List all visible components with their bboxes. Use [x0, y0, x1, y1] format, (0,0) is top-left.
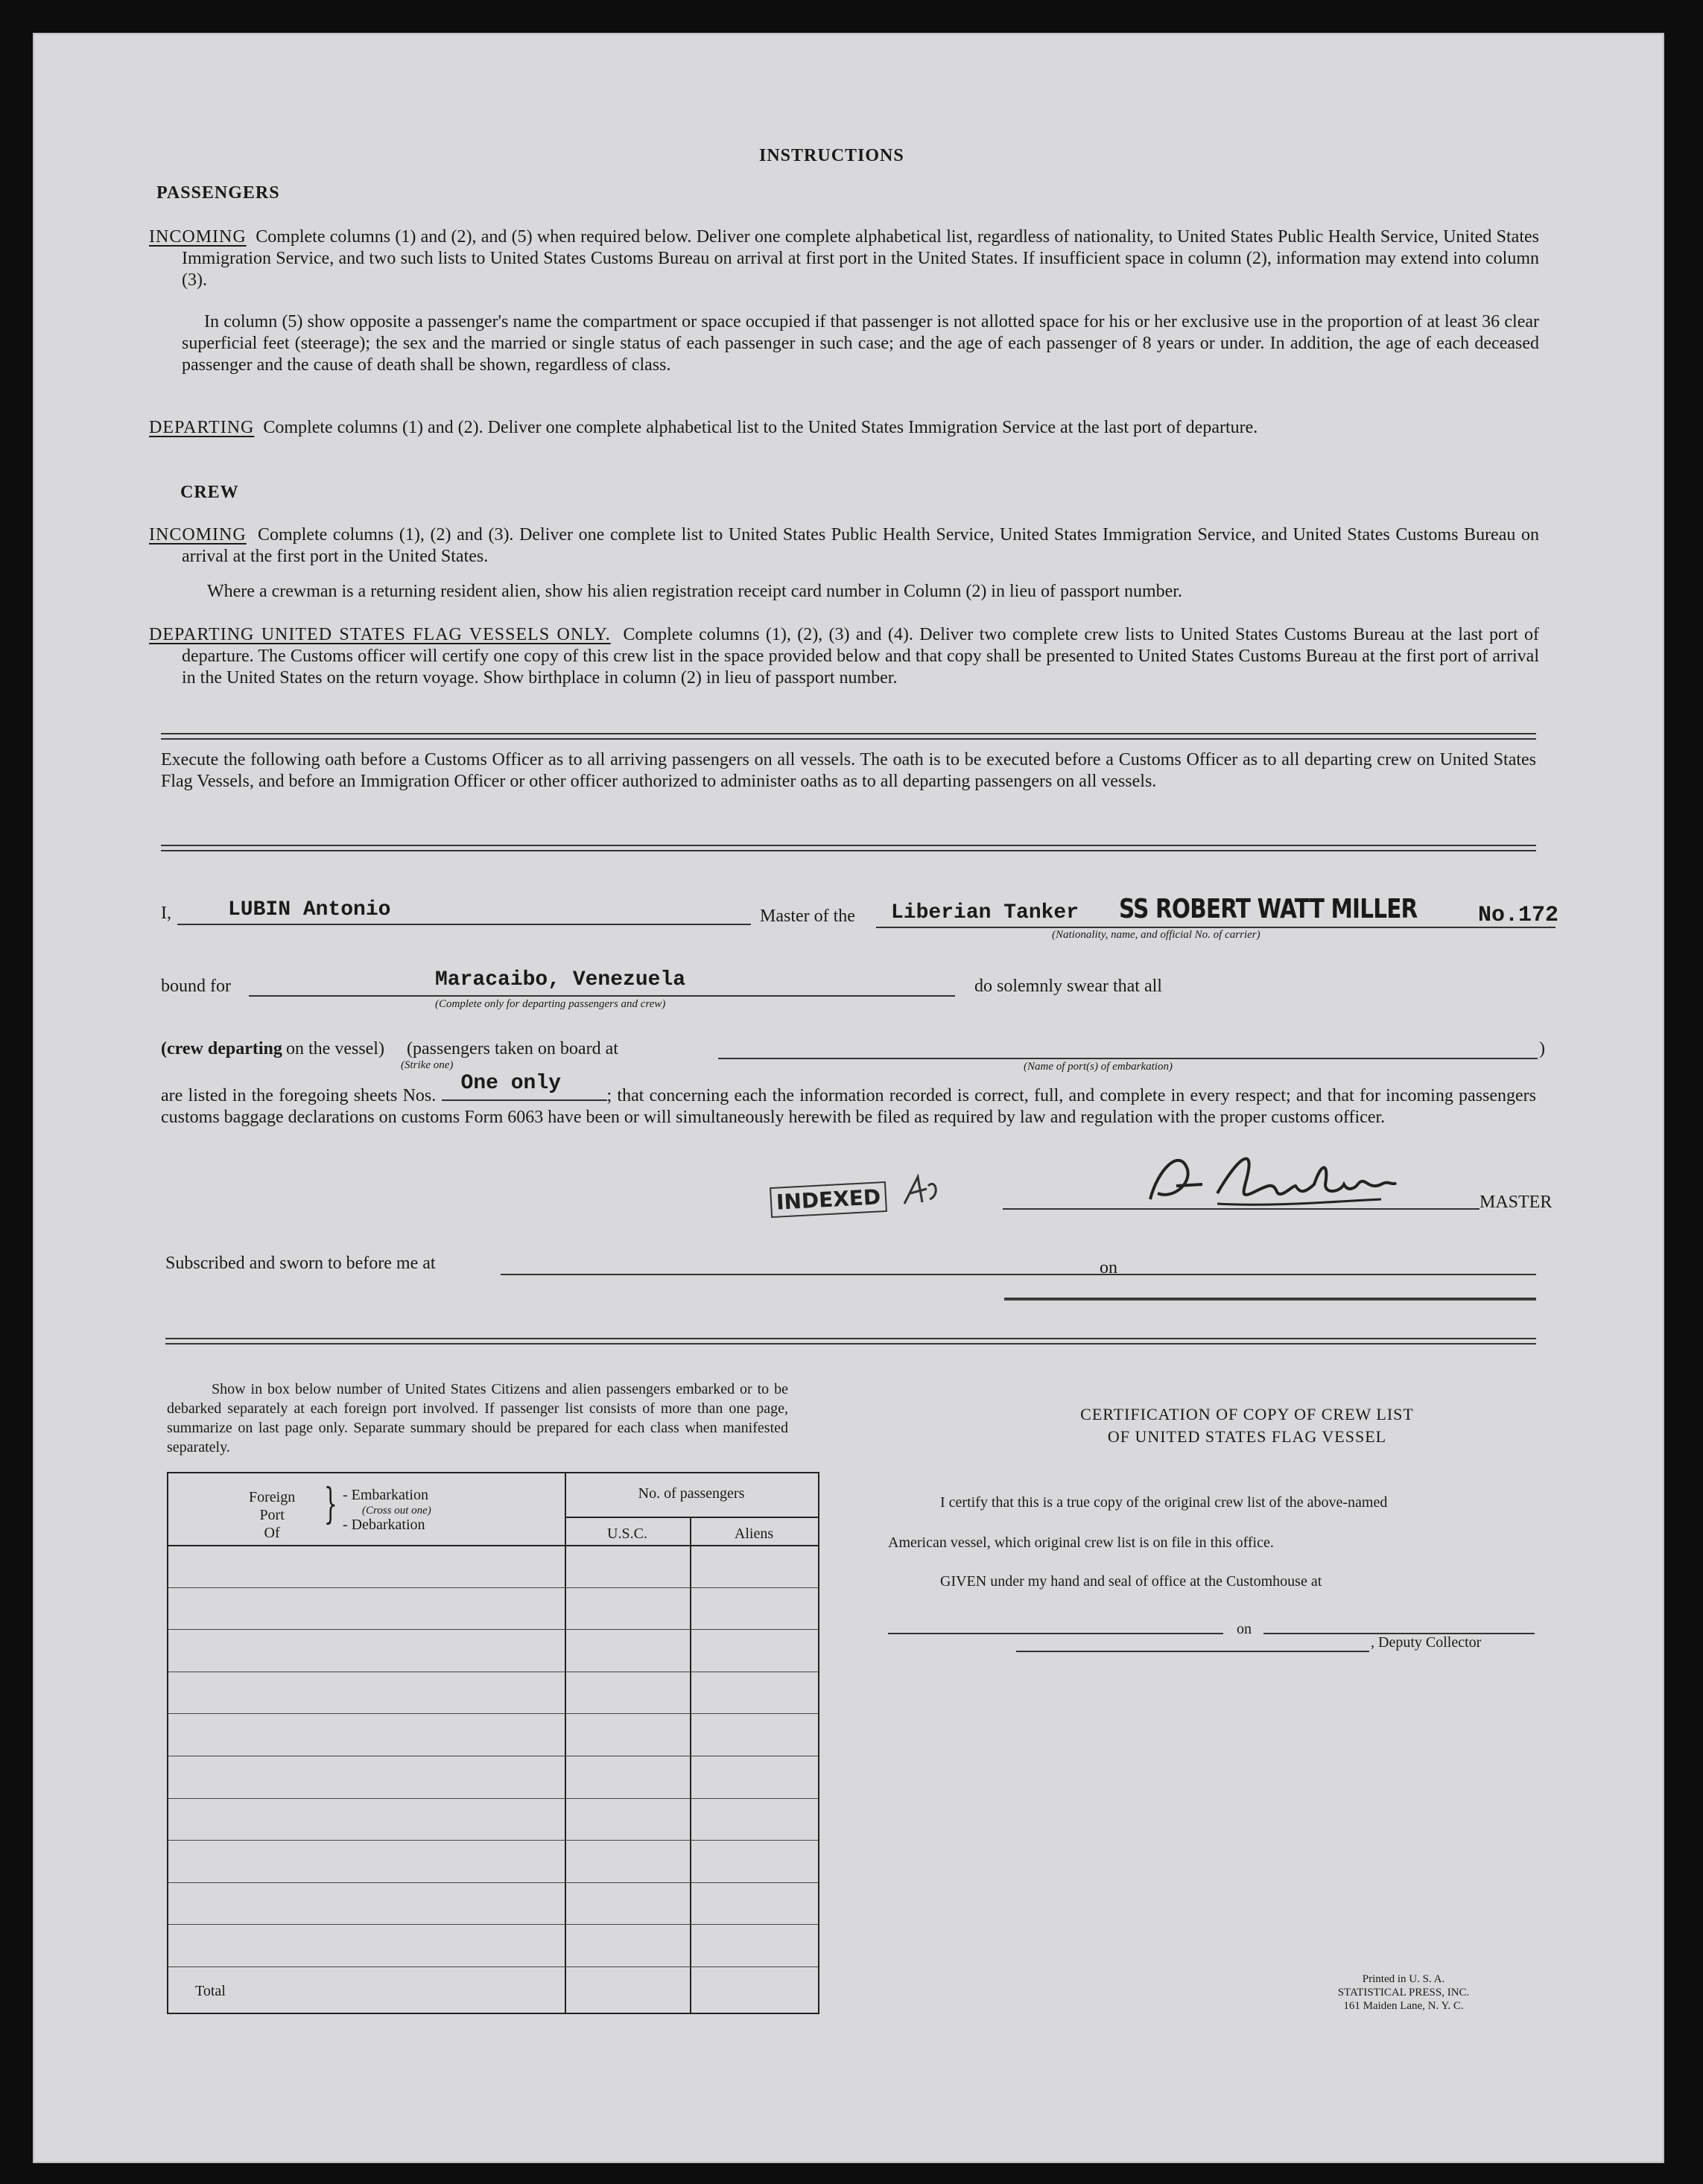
certify-line2: American vessel, which original crew list is on file in this office.: [888, 1534, 1274, 1551]
embarkation-label: - Embarkation: [343, 1487, 428, 1503]
certification-title-line2: OF UNITED STATES FLAG VESSEL: [1107, 1427, 1387, 1446]
cert-on-label: on: [1237, 1621, 1252, 1637]
sheets-field[interactable]: [442, 1072, 607, 1101]
summary-row-line: [168, 1924, 818, 1925]
foreign-port-of-label: [249, 1488, 295, 1542]
oath-divider: [161, 845, 1536, 851]
close-paren: ): [1539, 1039, 1545, 1058]
swear-text: do solemnly swear that all: [974, 977, 1162, 996]
sheets-value: One only: [460, 1072, 561, 1095]
instructions-title: INSTRUCTIONS: [759, 146, 904, 165]
bound-for-line: [249, 995, 955, 997]
master-label: MASTER: [1480, 1193, 1553, 1212]
lower-divider: [165, 1338, 1536, 1345]
printer-line1: Printed in U. S. A.: [1362, 1973, 1445, 1985]
master-of-label: Master of the: [760, 907, 855, 926]
crew-incoming-text: Complete columns (1), (2) and (3). Deliver one complete list to United States Public Health Service, United States Immigration Service, and United States Customs Bureau on arrival at the first port in the United States.: [182, 525, 1540, 566]
officer-signature-line-2: [1004, 1299, 1536, 1301]
foreign-label: Foreign: [249, 1489, 296, 1505]
departing-paragraph: [149, 417, 1539, 439]
port-line: [718, 1058, 1538, 1059]
summary-row-line: [168, 1882, 818, 1883]
subscribed-label: Subscribed and sworn to before me at: [165, 1254, 436, 1273]
crew-incoming-label: INCOMING: [149, 525, 247, 545]
listed-paragraph: [161, 1072, 1537, 1128]
summary-instructions: Show in box below number of United States Citizens and alien passengers embarked or to be debarked separately at each foreign port involved. If passenger list consists of more than one page, summarize on last page only. Separate summary should be prepared for each class when manifested separately.: [167, 1381, 788, 1456]
deputy-collector-line: [1016, 1651, 1369, 1652]
master-signature: [1135, 1140, 1433, 1214]
vessel-line: [876, 927, 1555, 928]
given-text: GIVEN under my hand and seal of office at the Customhouse at: [940, 1573, 1322, 1590]
printer-line2: STATISTICAL PRESS, INC.: [1337, 1987, 1470, 1999]
i-label: I,: [161, 904, 171, 923]
departing-text: Complete columns (1) and (2). Deliver one complete alphabetical list to the United States Immigration Service at the last port of departure.: [263, 418, 1258, 437]
bound-caption: (Complete only for departing passengers and crew): [435, 998, 666, 1010]
listed-suffix: ; that concerning each the information recorded is correct, full, and complete in every respect; and that for incoming passengers customs baggage declarations on customs Form 6063 have been or will simultaneously herewith be filed as required by law and regulation with the proper customs officer.: [161, 1086, 1537, 1127]
incoming-label: INCOMING: [149, 227, 247, 247]
document-page: [33, 33, 1664, 2163]
crew-incoming-paragraph: [149, 524, 1540, 568]
oath-intro: Execute the following oath before a Customs Officer as to all arriving passengers on all vessels. The oath is to be executed before a Customs Officer as to all departing crew on United States Flag Vessels, and before an Immigration Officer or other officer authorized to administer oaths as to all departing passengers on all vessels.: [161, 750, 1536, 791]
usc-header: U.S.C.: [607, 1526, 647, 1542]
summary-row-line: [168, 1966, 818, 1967]
strike-caption: (Strike one): [401, 1059, 454, 1071]
header-subline: [565, 1517, 818, 1518]
subscribed-on-label: on: [1100, 1258, 1117, 1277]
column5-paragraph: In column (5) show opposite a passenger's name the compartment or space occupied if that passenger is not allotted space for his or her exclusive use in the proportion of at least 36 clear superficial feet (steerage); the sex and the married or single status of each passenger in such case; and the age of each passenger of 8 years or under. In addition, the age of each deceased passenger and the cause of death shall be shown, regardless of class.: [182, 312, 1539, 375]
departing-label: DEPARTING: [149, 418, 255, 437]
col-divider-1: [565, 1473, 566, 2013]
printer-line3: 161 Maiden Lane, N. Y. C.: [1343, 2000, 1464, 2012]
of-label: Of: [264, 1525, 280, 1541]
certify-line1: I certify that this is a true copy of the original crew list of the above-named: [940, 1494, 1388, 1511]
vessel-caption: (Nationality, name, and official No. of carrier): [1052, 929, 1260, 941]
aliens-header: Aliens: [734, 1526, 774, 1542]
summary-row-line: [168, 1587, 818, 1588]
indexed-stamp: INDEXED: [770, 1181, 887, 1218]
col-divider-2: [690, 1518, 691, 2013]
subscribed-date-line: [1119, 1274, 1536, 1275]
on-vessel-label: on the vessel): [286, 1039, 384, 1058]
summary-row-line: [168, 1840, 818, 1841]
certification-title: [875, 1403, 1620, 1448]
vessel-type-field[interactable]: Liberian Tanker: [891, 901, 1079, 924]
master-name-line: [177, 924, 751, 925]
crew-departing-label: (crew departing: [161, 1039, 282, 1058]
crewman-paragraph: Where a crewman is a returning resident alien, show his alien registration receipt card number in Column (2) in lieu of passport number.: [207, 582, 1182, 601]
port-caption: (Name of port(s) of embarkation): [1024, 1061, 1173, 1073]
indexed-initials-mark: [897, 1172, 942, 1210]
debarkation-label: - Debarkation: [343, 1517, 425, 1533]
flag-vessels-paragraph: [149, 624, 1539, 689]
deputy-collector-label: , Deputy Collector: [1371, 1634, 1482, 1651]
header-bottom-line: [168, 1545, 818, 1546]
summary-row-line: [168, 1629, 818, 1630]
subscribed-place-line: [501, 1274, 1126, 1275]
port-label: Port: [259, 1507, 285, 1523]
bound-for-field[interactable]: Maracaibo, Venezuela: [435, 968, 686, 991]
passenger-summary-box: [167, 1472, 819, 2014]
incoming-paragraph: [149, 226, 1539, 291]
crew-heading: CREW: [180, 483, 239, 502]
passengers-heading: PASSENGERS: [156, 183, 280, 203]
passengers-taken-label: (passengers taken on board at: [407, 1039, 618, 1058]
total-label: Total: [195, 1983, 226, 1999]
master-name-field[interactable]: LUBIN Antonio: [228, 898, 391, 921]
incoming-text: Complete columns (1) and (2), and (5) when required below. Deliver one complete alphabetical list, regardless of nationality, to United States Public Health Service, United States Immigration Service, and two such lists to United States Customs Bureau on arrival at first port in the United States. If insufficient space in column (2), information may extend into column (3).: [182, 227, 1539, 290]
printer-imprint: [1255, 1972, 1553, 2013]
no-passengers-header: No. of passengers: [638, 1485, 745, 1502]
summary-row-line: [168, 1713, 818, 1714]
flag-vessels-text: Complete columns (1), (2), (3) and (4). Deliver two complete crew lists to United States Customs Bureau at the last port of departure. The Customs officer will certify one copy of this crew list in the space provided below and that copy shall be presented to United States Customs Bureau at the first port of arrival in the United States on the return voyage. Show birthplace in column (2) in lieu of passport number.: [182, 625, 1539, 688]
cross-out-caption: (Cross out one): [362, 1505, 431, 1517]
flag-vessels-label: DEPARTING UNITED STATES FLAG VESSELS ONLY.: [149, 625, 611, 644]
vessel-number-field[interactable]: No.172: [1478, 903, 1559, 928]
listed-prefix: are listed in the foregoing sheets Nos.: [161, 1086, 437, 1105]
section-divider: [161, 733, 1536, 740]
summary-row-line: [168, 1798, 818, 1799]
brace-icon: }: [323, 1480, 337, 1529]
vessel-name-field[interactable]: SS ROBERT WATT MILLER: [1119, 894, 1418, 924]
certification-title-line1: CERTIFICATION OF COPY OF CREW LIST: [1080, 1405, 1414, 1423]
bound-for-label: bound for: [161, 977, 231, 996]
customhouse-line: [888, 1633, 1223, 1634]
